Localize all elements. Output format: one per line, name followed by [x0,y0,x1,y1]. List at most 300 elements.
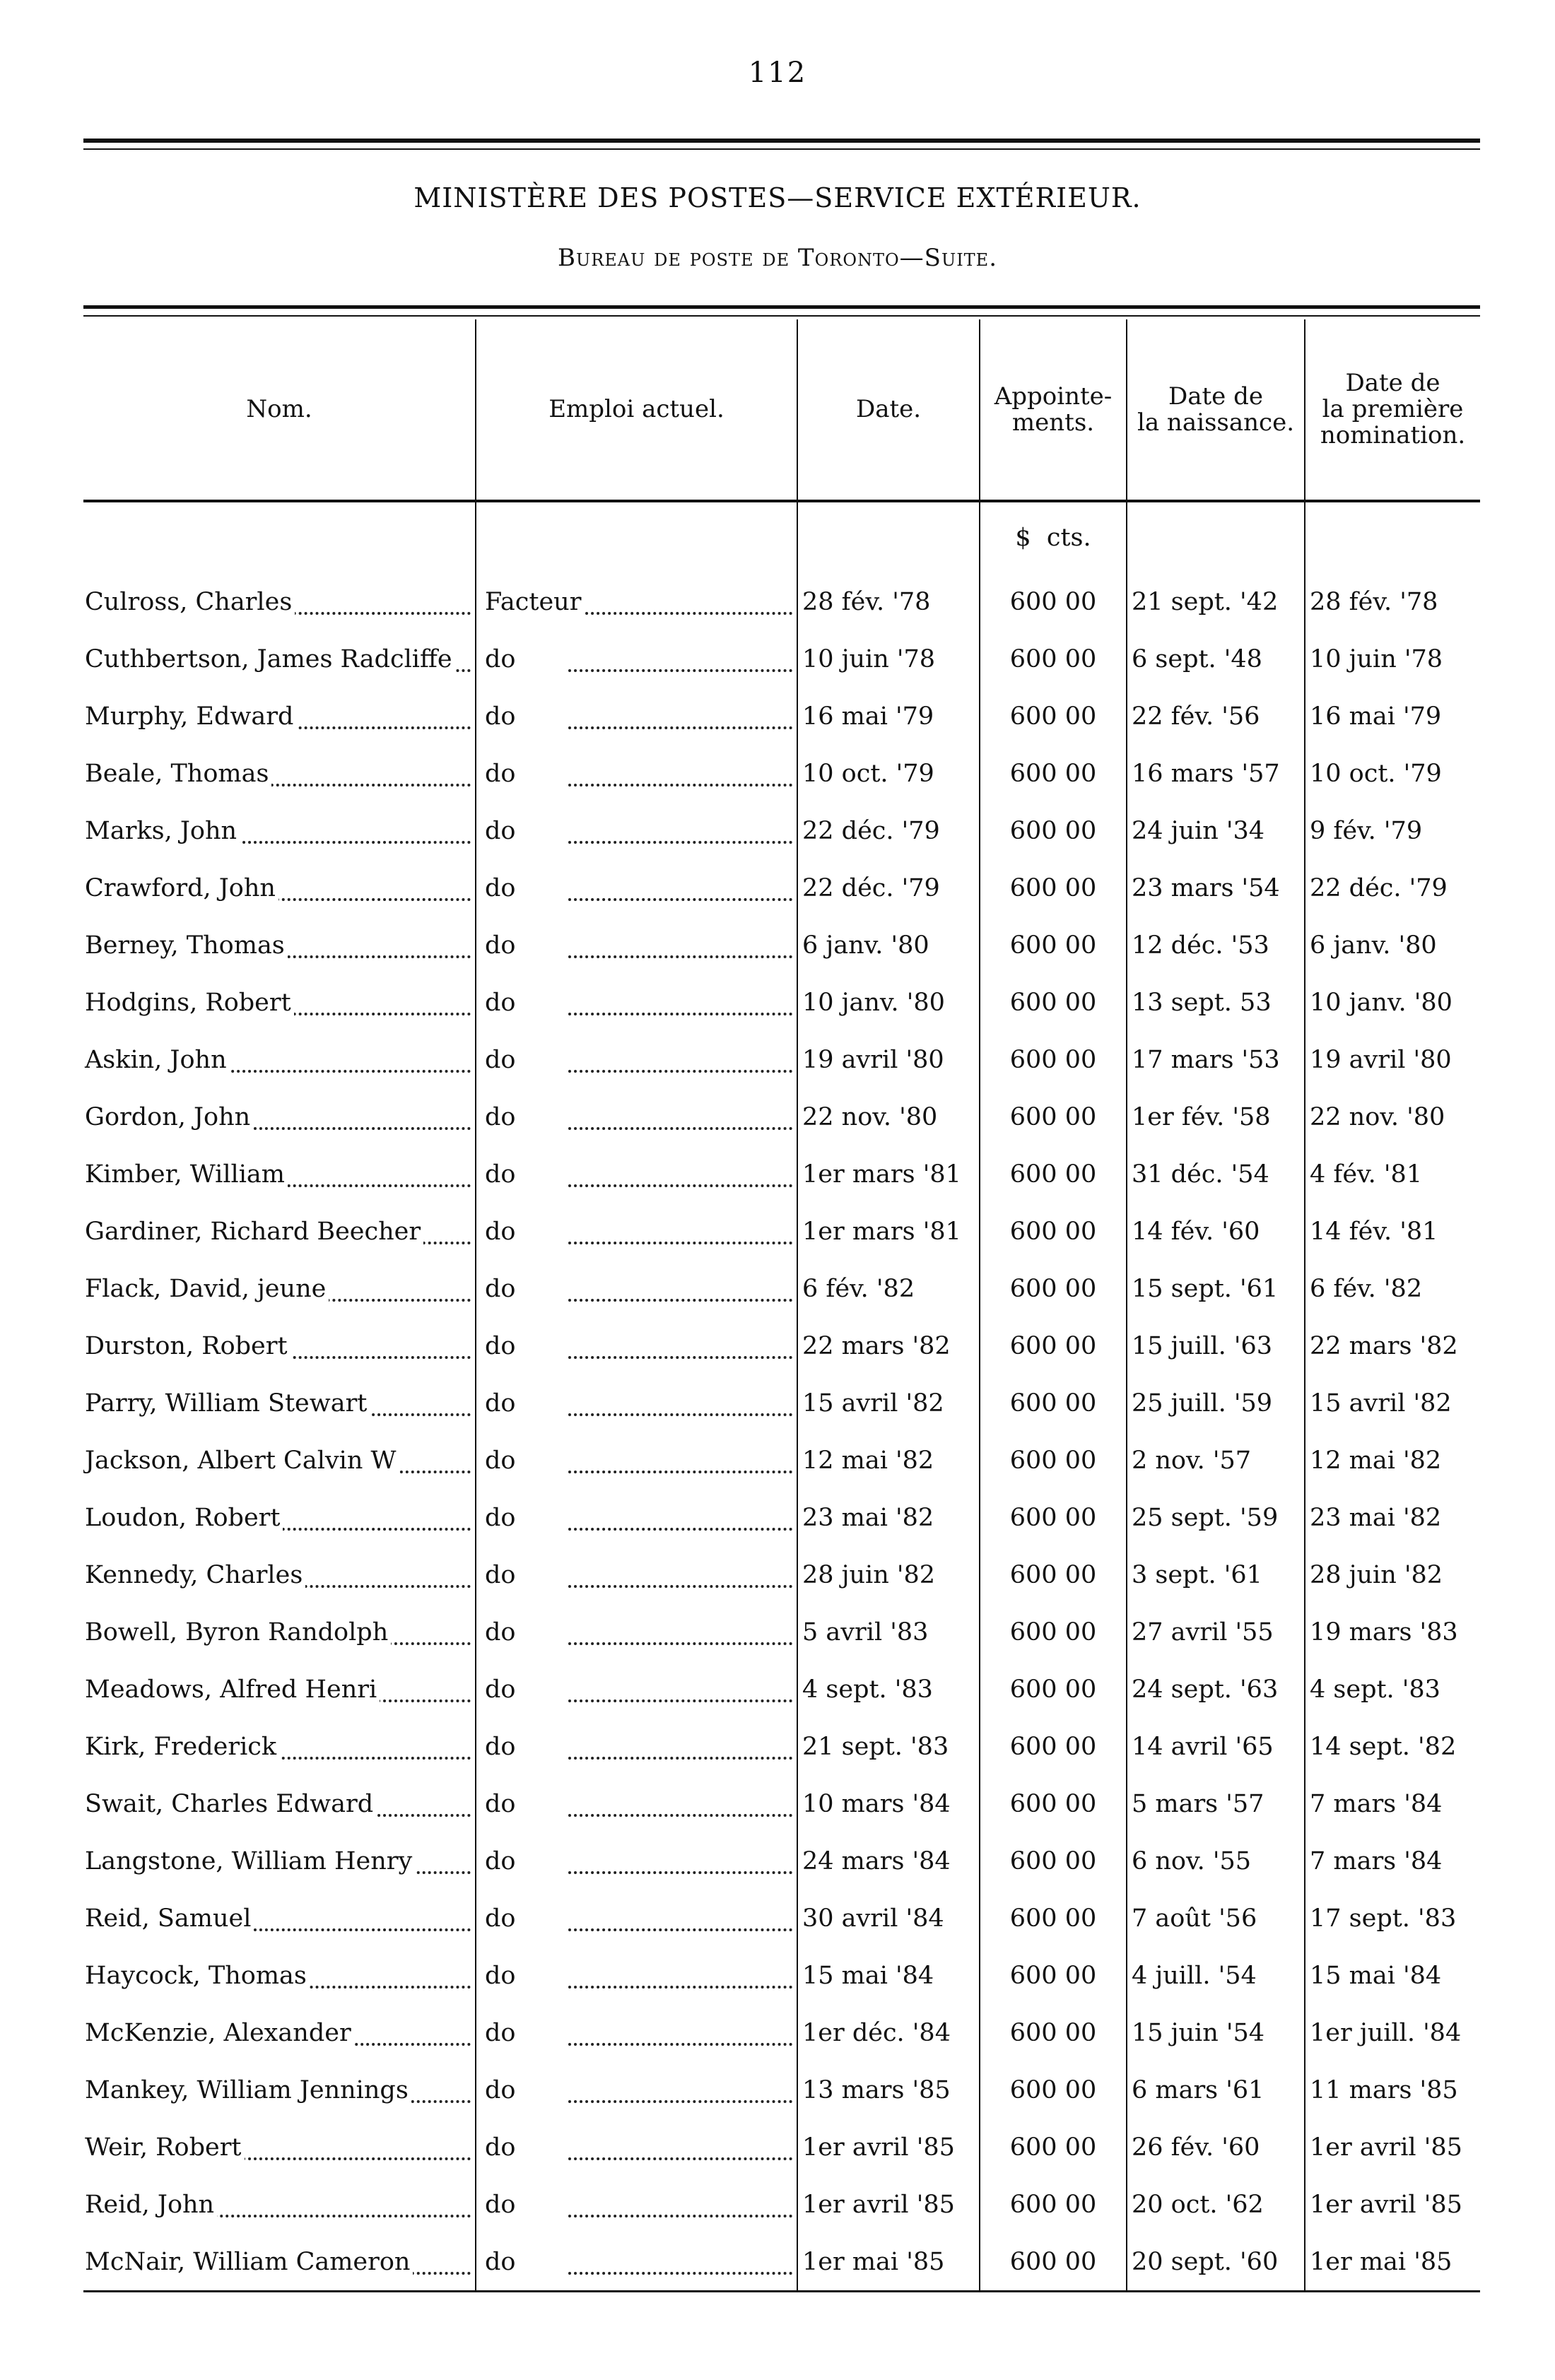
employee-name-cell [83,1546,476,1603]
employee-name-cell [83,974,476,1031]
table-top-rule-thick [83,305,1480,309]
first-nomination-date: 1er juill. '84 [1305,2004,1480,2061]
appointment-date: 22 déc. '79 [797,859,980,917]
employee-name-cell [83,2004,476,2061]
employee-position-cell [476,1031,797,1088]
dot-leader [568,669,792,672]
first-nomination-date: 22 nov. '80 [1305,1088,1480,1145]
employee-position-cell [476,1775,797,1832]
employee-name-cell [83,1661,476,1718]
employee-position-cell [476,2061,797,2119]
employee-name-cell [83,1317,476,1374]
employee-position-cell [476,1432,797,1489]
employee-position: do [481,817,518,845]
employee-position-cell [476,974,797,1031]
employee-position: do [481,989,518,1017]
birth-date: 6 mars '61 [1127,2061,1305,2119]
first-nomination-date: 6 fév. '82 [1305,1260,1480,1317]
employee-position: do [481,2076,518,2104]
employee-name-cell [83,2176,476,2233]
employee-position: do [481,760,518,788]
employee-position-cell [476,1947,797,2004]
employee-name-cell [83,1374,476,1432]
employee-position: do [481,1218,518,1246]
employee-position: do [481,1447,518,1475]
employee-position: do [481,1733,518,1761]
dot-leader [568,1127,792,1130]
first-nomination-date: 7 mars '84 [1305,1832,1480,1890]
appointment-date: 10 oct. '79 [797,745,980,802]
appointment-date: 1er mars '81 [797,1145,980,1203]
employee-name: Swait, Charles Edward [85,1790,376,1818]
table-row [83,1832,1480,1890]
birth-date: 22 fév. '56 [1127,688,1305,745]
first-nomination-date: 10 janv. '80 [1305,974,1480,1031]
employee-name-cell [83,917,476,974]
employee-position: do [481,1389,518,1418]
first-nomination-date: 4 fév. '81 [1305,1145,1480,1203]
first-nomination-date: 23 mai '82 [1305,1489,1480,1546]
top-rule-thick [83,139,1480,143]
first-nomination-date: 19 mars '83 [1305,1603,1480,1661]
employee-name: Weir, Robert [85,2133,245,2162]
salary: 600 00 [980,630,1127,688]
table-row [83,630,1480,688]
first-nomination-date: 28 fév. '78 [1305,573,1480,630]
first-nomination-date: 11 mars '85 [1305,2061,1480,2119]
dot-leader [568,898,792,901]
first-nomination-date: 19 avril '80 [1305,1031,1480,1088]
employee-name-cell [83,2061,476,2119]
employee-name: Haycock, Thomas [85,1962,310,1990]
dot-leader [568,841,792,844]
appointment-date: 4 sept. '83 [797,1661,980,1718]
employee-name-cell [83,745,476,802]
page-number: 112 [748,57,807,89]
employee-name: Hodgins, Robert [85,989,294,1017]
employee-position-cell [476,1489,797,1546]
appointment-date: 1er mai '85 [797,2233,980,2292]
table-row [83,2004,1480,2061]
employee-name: Meadows, Alfred Henri [85,1675,380,1704]
employee-name: Kimber, William [85,1160,288,1189]
birth-date: 12 déc. '53 [1127,917,1305,974]
employee-position: do [481,2133,518,2162]
employee-position-cell [476,630,797,688]
birth-date: 23 mars '54 [1127,859,1305,917]
employee-position-cell [476,2176,797,2233]
employee-name-cell [83,1775,476,1832]
birth-date: 25 sept. '59 [1127,1489,1305,1546]
employee-position: do [481,874,518,902]
employee-position-cell [476,1145,797,1203]
birth-date: 13 sept. 53 [1127,974,1305,1031]
salary: 600 00 [980,573,1127,630]
dot-leader [568,612,792,615]
header-appointements: Appointe- ments. [980,319,1127,501]
appointment-date: 1er avril '85 [797,2119,980,2176]
dot-leader [568,2272,792,2275]
employee-name: Jackson, Albert Calvin W [85,1447,399,1475]
dot-leader [568,955,792,958]
employee-name: Cuthbertson, James Radcliffe [85,645,455,673]
dot-leader [568,1642,792,1645]
employee-name: Kennedy, Charles [85,1561,305,1589]
salary: 600 00 [980,1260,1127,1317]
dot-leader [568,1986,792,1989]
employee-position-cell [476,1546,797,1603]
dot-leader [568,1871,792,1874]
table-row [83,573,1480,630]
appointment-date: 6 fév. '82 [797,1260,980,1317]
table-row [83,974,1480,1031]
employee-name: Flack, David, jeune [85,1275,329,1303]
birth-date: 4 juill. '54 [1127,1947,1305,2004]
appointment-date: 10 mars '84 [797,1775,980,1832]
appointment-date: 28 juin '82 [797,1546,980,1603]
first-nomination-date: 7 mars '84 [1305,1775,1480,1832]
employee-position-cell [476,1260,797,1317]
birth-date: 17 mars '53 [1127,1031,1305,1088]
employee-name: McNair, William Cameron [85,2248,413,2276]
employee-position-cell [476,1317,797,1374]
employee-name-cell [83,688,476,745]
employee-name: Murphy, Edward [85,702,296,731]
units-label: $ cts. [980,501,1127,573]
table-row [83,1203,1480,1260]
salary: 600 00 [980,802,1127,859]
salary: 600 00 [980,2233,1127,2292]
employee-name: Parry, William Stewart [85,1389,370,1418]
table-row [83,1489,1480,1546]
employee-position-cell [476,1374,797,1432]
table-row [83,1031,1480,1088]
first-nomination-date: 4 sept. '83 [1305,1661,1480,1718]
salary: 600 00 [980,1432,1127,1489]
table-row [83,1260,1480,1317]
employee-position-cell [476,1203,797,1260]
header-date-naissance: Date de la naissance. [1127,319,1305,501]
salary: 600 00 [980,1546,1127,1603]
salary: 600 00 [980,1203,1127,1260]
header-emploi: Emploi actuel. [476,319,797,501]
appointment-date: 22 mars '82 [797,1317,980,1374]
birth-date: 31 déc. '54 [1127,1145,1305,1203]
employee-position-cell [476,2004,797,2061]
table-row [83,1890,1480,1947]
table-row [83,1145,1480,1203]
dot-leader [568,784,792,787]
salary: 600 00 [980,917,1127,974]
salary: 600 00 [980,745,1127,802]
birth-date: 2 nov. '57 [1127,1432,1305,1489]
birth-date: 24 juin '34 [1127,802,1305,859]
first-nomination-date: 17 sept. '83 [1305,1890,1480,1947]
employee-position-cell [476,1890,797,1947]
table-top-rule-thin [83,315,1480,317]
document-title: MINISTÈRE DES POSTES—SERVICE EXTÉRIEUR. [413,182,1142,213]
dot-leader [568,1299,792,1302]
birth-date: 3 sept. '61 [1127,1546,1305,1603]
salary: 600 00 [980,2061,1127,2119]
appointment-date: 1er déc. '84 [797,2004,980,2061]
employee-name: Bowell, Byron Randolph [85,1618,391,1646]
employee-position: Facteur [481,588,584,616]
salary: 600 00 [980,2119,1127,2176]
birth-date: 25 juill. '59 [1127,1374,1305,1432]
birth-date: 27 avril '55 [1127,1603,1305,1661]
employee-position-cell [476,1661,797,1718]
appointment-date: 10 juin '78 [797,630,980,688]
salary: 600 00 [980,2004,1127,2061]
table-row [83,1718,1480,1775]
salary: 600 00 [980,1947,1127,2004]
appointment-date: 30 avril '84 [797,1890,980,1947]
salary: 600 00 [980,859,1127,917]
units-row [83,501,1480,573]
employee-position: do [481,1618,518,1646]
employee-name-cell [83,630,476,688]
salary: 600 00 [980,1031,1127,1088]
birth-date: 20 oct. '62 [1127,2176,1305,2233]
employee-position-cell [476,1832,797,1890]
table-row [83,2176,1480,2233]
salary: 600 00 [980,688,1127,745]
first-nomination-date: 1er mai '85 [1305,2233,1480,2292]
salary: 600 00 [980,1145,1127,1203]
employee-position: do [481,1847,518,1875]
dot-leader [568,1757,792,1760]
appointment-date: 10 janv. '80 [797,974,980,1031]
table-row [83,802,1480,859]
appointment-date: 19 avril '80 [797,1031,980,1088]
salary: 600 00 [980,1374,1127,1432]
birth-date: 14 avril '65 [1127,1718,1305,1775]
appointment-date: 15 avril '82 [797,1374,980,1432]
employee-name-cell [83,1832,476,1890]
table-row [83,2119,1480,2176]
birth-date: 26 fév. '60 [1127,2119,1305,2176]
top-rule-thin [83,148,1480,150]
appointment-date: 5 avril '83 [797,1603,980,1661]
table-header-row [83,319,1480,501]
header-date-premiere-nomination: Date de la première nomination. [1305,319,1480,501]
employee-name-cell [83,573,476,630]
appointment-date: 28 fév. '78 [797,573,980,630]
table-row [83,1088,1480,1145]
employee-position-cell [476,1718,797,1775]
birth-date: 1er fév. '58 [1127,1088,1305,1145]
salary: 600 00 [980,1661,1127,1718]
first-nomination-date: 10 oct. '79 [1305,745,1480,802]
table-row [83,859,1480,917]
birth-date: 24 sept. '63 [1127,1661,1305,1718]
birth-date: 14 fév. '60 [1127,1203,1305,1260]
appointment-date: 23 mai '82 [797,1489,980,1546]
employee-name-cell [83,1432,476,1489]
employee-name-cell [83,1718,476,1775]
table-row [83,1661,1480,1718]
table-row [83,1374,1480,1432]
employee-name-cell [83,802,476,859]
birth-date: 5 mars '57 [1127,1775,1305,1832]
employee-position-cell [476,859,797,917]
employee-position: do [481,1160,518,1189]
employee-name-cell [83,2233,476,2292]
table-row [83,2061,1480,2119]
document-subtitle: Bureau de poste de Toronto—Suite. [557,244,998,272]
salary: 600 00 [980,1317,1127,1374]
table-row [83,1947,1480,2004]
table-row [83,1603,1480,1661]
employee-position: do [481,2191,518,2219]
employee-position: do [481,1561,518,1589]
employee-position-cell [476,573,797,630]
dot-leader [568,1585,792,1588]
dot-leader [568,1242,792,1244]
dot-leader [568,1471,792,1473]
employee-name: Langstone, William Henry [85,1847,415,1875]
employee-name: Durston, Robert [85,1332,291,1360]
employee-name-cell [83,1489,476,1546]
employee-position: do [481,931,518,960]
salary: 600 00 [980,1088,1127,1145]
employee-name-cell [83,1947,476,2004]
first-nomination-date: 22 mars '82 [1305,1317,1480,1374]
salary: 600 00 [980,2176,1127,2233]
employee-name: Mankey, William Jennings [85,2076,411,2104]
employee-name: Reid, Samuel [85,1904,254,1933]
appointment-date: 15 mai '84 [797,1947,980,2004]
birth-date: 6 sept. '48 [1127,630,1305,688]
employee-name: Kirk, Frederick [85,1733,279,1761]
birth-date: 21 sept. '42 [1127,573,1305,630]
header-nom: Nom. [83,319,476,501]
appointment-date: 6 janv. '80 [797,917,980,974]
dot-leader [568,1070,792,1073]
employee-position: do [481,1675,518,1704]
header-date: Date. [797,319,980,501]
employee-position: do [481,2248,518,2276]
birth-date: 20 sept. '60 [1127,2233,1305,2292]
employee-position: do [481,1504,518,1532]
dot-leader [568,1013,792,1015]
employee-name-cell [83,1260,476,1317]
table-row [83,1317,1480,1374]
birth-date: 7 août '56 [1127,1890,1305,1947]
salary: 600 00 [980,974,1127,1031]
dot-leader [568,2100,792,2103]
dot-leader [568,1814,792,1817]
employee-name: Askin, John [85,1046,230,1074]
employee-name: Gardiner, Richard Beecher [85,1218,423,1246]
dot-leader [568,1413,792,1416]
appointment-date: 1er mars '81 [797,1203,980,1260]
appointment-date: 24 mars '84 [797,1832,980,1890]
employee-name: Culross, Charles [85,588,295,616]
employee-position-cell [476,745,797,802]
appointment-date: 13 mars '85 [797,2061,980,2119]
employee-position: do [481,1904,518,1933]
employee-position: do [481,702,518,731]
dot-leader [568,2043,792,2046]
table-row [83,745,1480,802]
birth-date: 15 sept. '61 [1127,1260,1305,1317]
employee-position-cell [476,1603,797,1661]
employee-name: Reid, John [85,2191,217,2219]
birth-date: 15 juill. '63 [1127,1317,1305,1374]
employee-name: Marks, John [85,817,240,845]
employee-position-cell [476,802,797,859]
first-nomination-date: 14 fév. '81 [1305,1203,1480,1260]
employee-name-cell [83,1145,476,1203]
employee-name: McKenzie, Alexander [85,2019,354,2047]
employee-position: do [481,1103,518,1131]
table-row [83,1432,1480,1489]
employee-name: Crawford, John [85,874,278,902]
dot-leader [568,1184,792,1187]
employee-position: do [481,1790,518,1818]
employee-position-cell [476,917,797,974]
employee-name: Beale, Thomas [85,760,271,788]
salary: 600 00 [980,1832,1127,1890]
employee-name: Berney, Thomas [85,931,288,960]
table-row [83,688,1480,745]
first-nomination-date: 10 juin '78 [1305,630,1480,688]
salary: 600 00 [980,1775,1127,1832]
birth-date: 6 nov. '55 [1127,1832,1305,1890]
employee-name-cell [83,1031,476,1088]
employee-name-cell [83,1088,476,1145]
employee-name: Loudon, Robert [85,1504,283,1532]
dot-leader [568,726,792,729]
table-row [83,917,1480,974]
birth-date: 16 mars '57 [1127,745,1305,802]
employee-position-cell [476,688,797,745]
first-nomination-date: 16 mai '79 [1305,688,1480,745]
first-nomination-date: 22 déc. '79 [1305,859,1480,917]
employee-position: do [481,645,518,673]
first-nomination-date: 28 juin '82 [1305,1546,1480,1603]
employee-position-cell [476,1088,797,1145]
appointment-date: 1er avril '85 [797,2176,980,2233]
employee-name: Gordon, John [85,1103,253,1131]
salary: 600 00 [980,1890,1127,1947]
employee-position: do [481,1046,518,1074]
birth-date: 15 juin '54 [1127,2004,1305,2061]
table-row [83,1775,1480,1832]
dot-leader [568,2215,792,2217]
appointment-date: 12 mai '82 [797,1432,980,1489]
employee-position: do [481,1275,518,1303]
personnel-table [83,319,1480,2292]
salary: 600 00 [980,1603,1127,1661]
first-nomination-date: 1er avril '85 [1305,2119,1480,2176]
table-row [83,1546,1480,1603]
employee-position: do [481,2019,518,2047]
appointment-date: 21 sept. '83 [797,1718,980,1775]
table-row [83,2233,1480,2292]
employee-position: do [481,1962,518,1990]
employee-name-cell [83,1603,476,1661]
appointment-date: 22 déc. '79 [797,802,980,859]
employee-name-cell [83,859,476,917]
first-nomination-date: 15 avril '82 [1305,1374,1480,1432]
first-nomination-date: 12 mai '82 [1305,1432,1480,1489]
appointment-date: 16 mai '79 [797,688,980,745]
first-nomination-date: 6 janv. '80 [1305,917,1480,974]
dot-leader [568,1356,792,1359]
